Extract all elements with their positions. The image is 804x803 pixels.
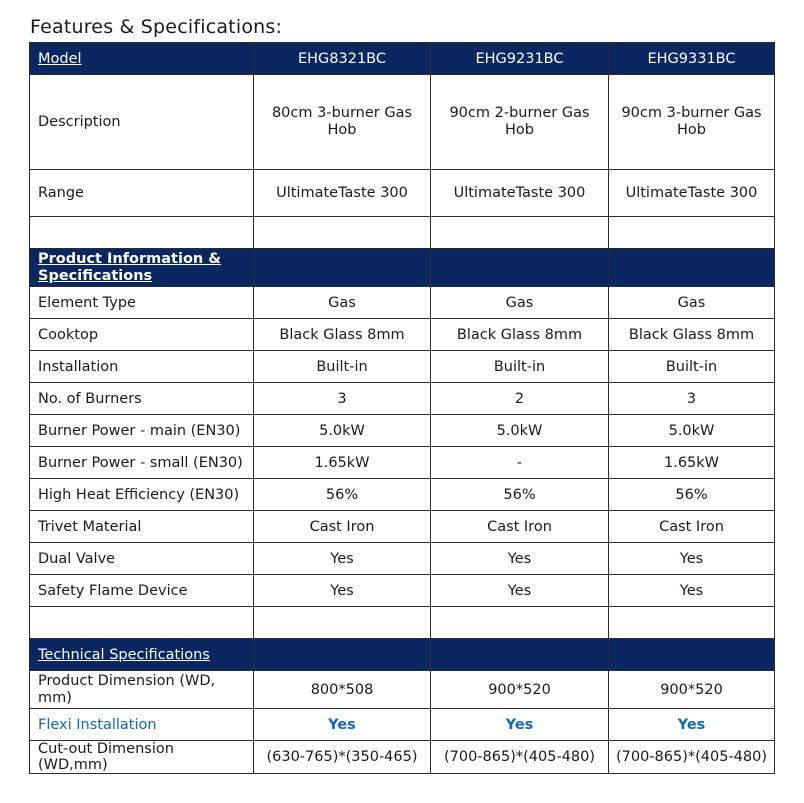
- cell-value: Yes: [431, 709, 609, 741]
- cell-value: 3: [609, 383, 775, 415]
- section-header-product: [30, 249, 775, 287]
- cell-value: Gas: [431, 287, 609, 319]
- cell-value: 800*508: [254, 671, 431, 709]
- cell-value: Built-in: [609, 351, 775, 383]
- cell-value: Yes: [254, 543, 431, 575]
- model-header-row: [30, 43, 775, 75]
- cell-value: 5.0kW: [254, 415, 431, 447]
- row-label: Product Dimension (WD, mm): [30, 671, 254, 709]
- row-label: Dual Valve: [30, 543, 254, 575]
- model-label: Model: [30, 43, 254, 75]
- cell-value: 900*520: [431, 671, 609, 709]
- model-name: EHG9331BC: [609, 43, 775, 75]
- row-label: Range: [30, 170, 254, 217]
- cutout-dimension-row: [30, 741, 775, 774]
- cell-value: 80cm 3-burner Gas Hob: [254, 75, 431, 170]
- section-heading: Technical Specifications: [30, 639, 254, 671]
- cell-value: UltimateTaste 300: [254, 170, 431, 217]
- cell-value: Yes: [431, 543, 609, 575]
- product-dimension-row: [30, 671, 775, 709]
- cell-value: 56%: [431, 479, 609, 511]
- flexi-installation-row: [30, 709, 775, 741]
- spec-row: [30, 287, 775, 319]
- cell-value: Yes: [609, 709, 775, 741]
- row-label: Flexi Installation: [30, 709, 254, 741]
- row-label: Cooktop: [30, 319, 254, 351]
- section-header-technical: [30, 639, 775, 671]
- spec-row: [30, 351, 775, 383]
- cell-value: Black Glass 8mm: [254, 319, 431, 351]
- cell-value: 1.65kW: [254, 447, 431, 479]
- cell-value: Yes: [254, 709, 431, 741]
- range-row: [30, 170, 775, 217]
- row-label: Element Type: [30, 287, 254, 319]
- cell-value: -: [431, 447, 609, 479]
- spec-row: [30, 415, 775, 447]
- row-label: Cut-out Dimension (WD,mm): [30, 741, 254, 774]
- row-label: Burner Power - small (EN30): [30, 447, 254, 479]
- row-label: Trivet Material: [30, 511, 254, 543]
- cell-value: Black Glass 8mm: [609, 319, 775, 351]
- model-name: EHG8321BC: [254, 43, 431, 75]
- spec-row: [30, 447, 775, 479]
- cell-value: (630-765)*(350-465): [254, 741, 431, 774]
- row-label: Installation: [30, 351, 254, 383]
- cell-value: Yes: [431, 575, 609, 607]
- spacer-row: [30, 217, 775, 249]
- cell-value: 3: [254, 383, 431, 415]
- model-name: EHG9231BC: [431, 43, 609, 75]
- cell-value: (700-865)*(405-480): [431, 741, 609, 774]
- specifications-table: [29, 42, 775, 774]
- cell-value: Gas: [254, 287, 431, 319]
- cell-value: UltimateTaste 300: [431, 170, 609, 217]
- cell-value: Cast Iron: [431, 511, 609, 543]
- cell-value: Yes: [609, 543, 775, 575]
- cell-value: Black Glass 8mm: [431, 319, 609, 351]
- cell-value: Built-in: [254, 351, 431, 383]
- cell-value: Built-in: [431, 351, 609, 383]
- cell-value: 5.0kW: [431, 415, 609, 447]
- spec-row: [30, 319, 775, 351]
- cell-value: Gas: [609, 287, 775, 319]
- row-label: Description: [30, 75, 254, 170]
- cell-value: 900*520: [609, 671, 775, 709]
- spacer-row: [30, 607, 775, 639]
- spec-row: [30, 511, 775, 543]
- cell-value: 2: [431, 383, 609, 415]
- row-label: High Heat Efficiency (EN30): [30, 479, 254, 511]
- cell-value: 56%: [609, 479, 775, 511]
- product-rows: [30, 287, 775, 607]
- section-heading: Product Information & Specifications: [30, 249, 254, 287]
- description-row: [30, 75, 775, 170]
- cell-value: 56%: [254, 479, 431, 511]
- cell-value: Yes: [609, 575, 775, 607]
- row-label: Safety Flame Device: [30, 575, 254, 607]
- cell-value: Cast Iron: [254, 511, 431, 543]
- cell-value: (700-865)*(405-480): [609, 741, 775, 774]
- spec-row: [30, 383, 775, 415]
- cell-value: 1.65kW: [609, 447, 775, 479]
- spec-row: [30, 479, 775, 511]
- row-label: Burner Power - main (EN30): [30, 415, 254, 447]
- spec-row: [30, 575, 775, 607]
- row-label: No. of Burners: [30, 383, 254, 415]
- cell-value: 90cm 2-burner Gas Hob: [431, 75, 609, 170]
- cell-value: UltimateTaste 300: [609, 170, 775, 217]
- cell-value: Yes: [254, 575, 431, 607]
- spec-row: [30, 543, 775, 575]
- cell-value: Cast Iron: [609, 511, 775, 543]
- cell-value: 90cm 3-burner Gas Hob: [609, 75, 775, 170]
- cell-value: 5.0kW: [609, 415, 775, 447]
- page-title: Features & Specifications:: [30, 16, 283, 38]
